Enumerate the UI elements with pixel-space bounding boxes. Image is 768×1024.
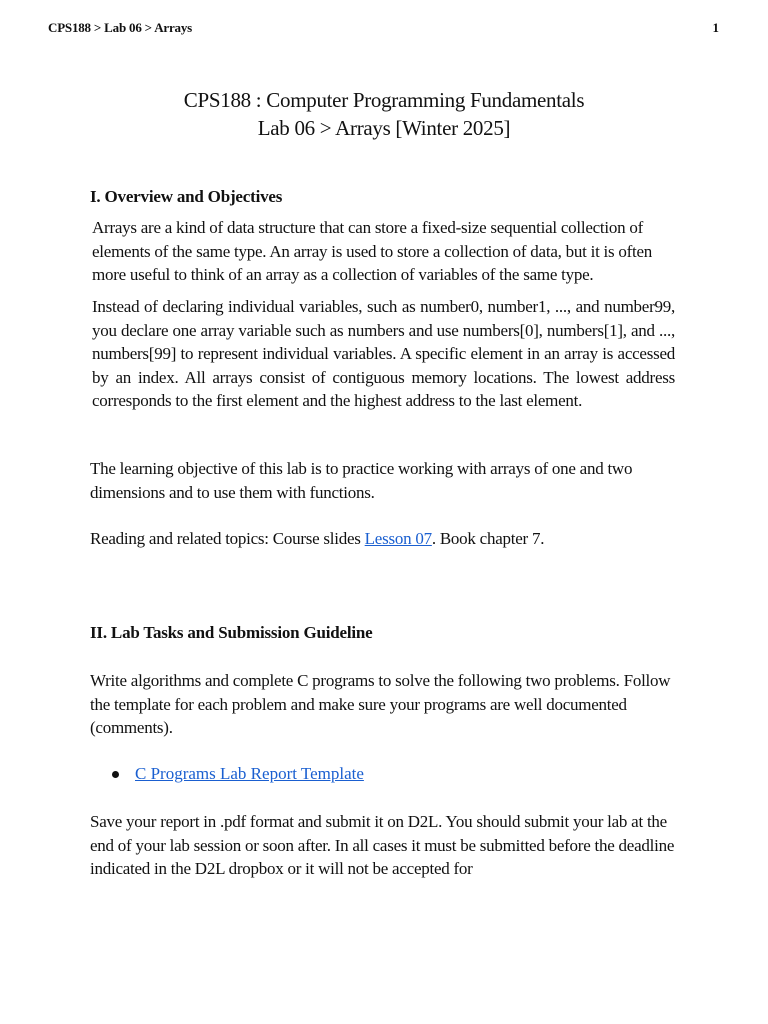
page-number: 1 (712, 20, 719, 35)
paragraph-reading (90, 527, 675, 551)
list-item (112, 762, 364, 786)
title-line-lab: Lab 06 > Arrays [Winter 2025] (257, 116, 511, 140)
section-heading-overview: I. Overview and Objectives (90, 187, 283, 206)
lesson-07-link[interactable]: Lesson 07 (364, 529, 432, 548)
paragraph-lab-instructions: Write algorithms and complete C programs to solve the following two problems. Follow the template for each problem and make sure your programs are well documented (comments). (90, 671, 671, 737)
document-title (0, 86, 768, 142)
bullet-icon (112, 771, 119, 778)
lab-report-template-link[interactable]: C Programs Lab Report Template (135, 764, 364, 783)
paragraph-arrays-intro: Arrays are a kind of data structure that can store a fixed-size sequential collection of elements of the same type. An array is used to store a collection of data, but it is often more useful to think of an array as a collection of variables of the same type. (92, 218, 653, 284)
running-header-breadcrumb: CPS188 > Lab 06 > Arrays (48, 20, 192, 35)
reading-suffix: . Book chapter 7. (431, 529, 545, 548)
paragraph-submission: Save your report in .pdf format and submit it on D2L. You should submit your lab at the end of your lab session or soon after. In all cases it must be submitted before the deadline indicated in the D2L dropbox or it will not be accepted for (90, 812, 675, 878)
paragraph-learning-objective: The learning objective of this lab is to practice working with arrays of one and two dimensions and to use them with functions. (90, 459, 633, 502)
section-heading-lab-tasks: II. Lab Tasks and Submission Guideline (90, 623, 373, 642)
reading-prefix: Reading and related topics: Course slides (90, 529, 365, 548)
paragraph-arrays-declaration: Instead of declaring individual variables, such as number0, number1, ..., and number99, you declare one array variable such as numbers and use numbers[0], numbers[1], and ..., numbers[99] to represent individual variables. A specific element in an array is accessed by an index. All arrays consist of contiguous memory locations. The lowest address corresponds to the first element and the highest address to the last element. (92, 297, 675, 410)
title-line-course: CPS188 : Computer Programming Fundamentals (183, 88, 585, 112)
